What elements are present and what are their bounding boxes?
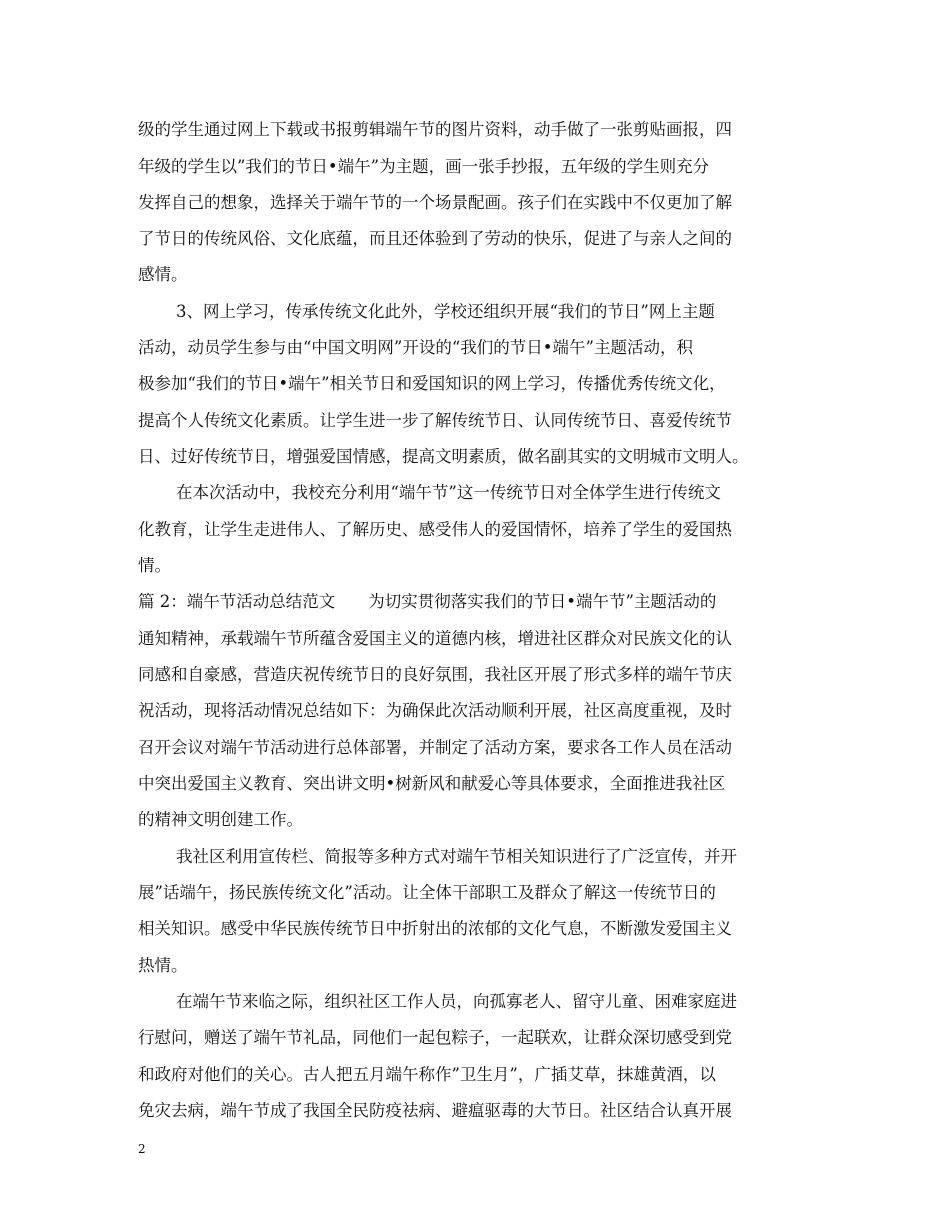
text-line: 祝活动，现将活动情况总结如下：为确保此次活动顺利开展，社区高度重视，及时 <box>138 701 732 720</box>
text-line: 展”话端午，扬民族传统文化”活动。让全体干部职工及群众了解这一传统节日的 <box>138 883 716 902</box>
text-line: 在端午节来临之际，组织社区工作人员，向孤寡老人、留守儿童、困难家庭进 <box>176 992 737 1011</box>
text-line: 活动，动员学生参与由“中国文明网”开设的“我们的节日•端午”主题活动，积 <box>138 338 693 357</box>
text-line: 在本次活动中，我校充分利用“端午节”这一传统节日对全体学生进行传统文 <box>176 483 721 502</box>
text-line: 和政府对他们的关心。古人把五月端午称作”卫生月”，广插艾草，抹雄黄酒，以 <box>138 1065 716 1084</box>
text-line: 了节日的传统风俗、文化底蕴，而且还体验到了劳动的快乐，促进了与亲人之间的 <box>138 229 732 248</box>
text-line: 年级的学生以”我们的节日•端午”为主题，画一张手抄报，五年级的学生则充分 <box>138 157 710 176</box>
text-line: 召开会议对端午节活动进行总体部署，并制定了活动方案，要求各工作人员在活动 <box>138 738 732 757</box>
page-number: 2 <box>138 1142 146 1156</box>
text-line: 感情。 <box>138 265 188 284</box>
text-line: 提高个人传统文化素质。让学生进一步了解传统节日、认同传统节日、喜爱传统节 <box>138 411 732 430</box>
text-line: 我社区利用宣传栏、简报等多种方式对端午节相关知识进行了广泛宣传，并开 <box>176 847 737 866</box>
text-line: 免灾去病，端午节成了我国全民防疫祛病、避瘟驱毒的大节日。社区结合认真开展 <box>138 1101 732 1120</box>
text-line: 相关知识。感受中华民族传统节日中折射出的浓郁的文化气息，不断激发爱国主义 <box>138 919 732 938</box>
text-line: 中突出爱国主义教育、突出讲文明•树新风和献爱心等具体要求，全面推进我社区 <box>138 774 726 793</box>
text-line: 极参加“我们的节日•端午”相关节日和爱国知识的网上学习，传播优秀传统文化， <box>138 374 726 393</box>
text-line: 通知精神，承载端午节所蕴含爱国主义的道德内核，增进社区群众对民族文化的认 <box>138 629 732 648</box>
text-line: 同感和自豪感，营造庆祝传统节日的良好氛围，我社区开展了形式多样的端午节庆 <box>138 665 732 684</box>
text-line: 发挥自己的想象，选择关于端午节的一个场景配画。孩子们在实践中不仅更加了解 <box>138 193 732 212</box>
text-line: 日、过好传统节日，增强爱国情感，提高文明素质，做名副其实的文明城市文明人。 <box>138 447 749 466</box>
section-heading-line: 篇 2：端午节活动总结范文 为切实贯彻落实我们的节日•端午节”主题活动的 <box>138 592 717 611</box>
text-line: 化教育，让学生走进伟人、了解历史、感受伟人的爱国情怀，培养了学生的爱国热 <box>138 520 732 539</box>
text-line: 3、网上学习，传承传统文化此外，学校还组织开展“我们的节日”网上主题 <box>176 302 715 321</box>
text-line: 情。 <box>138 556 171 575</box>
text-line: 的精神文明创建工作。 <box>138 810 303 829</box>
text-line: 级的学生通过网上下载或书报剪辑端午节的图片资料，动手做了一张剪贴画报，四 <box>138 120 732 139</box>
text-line: 行慰问，赠送了端午节礼品，同他们一起包粽子，一起联欢，让群众深切感受到党 <box>138 1028 732 1047</box>
text-line: 热情。 <box>138 956 188 975</box>
